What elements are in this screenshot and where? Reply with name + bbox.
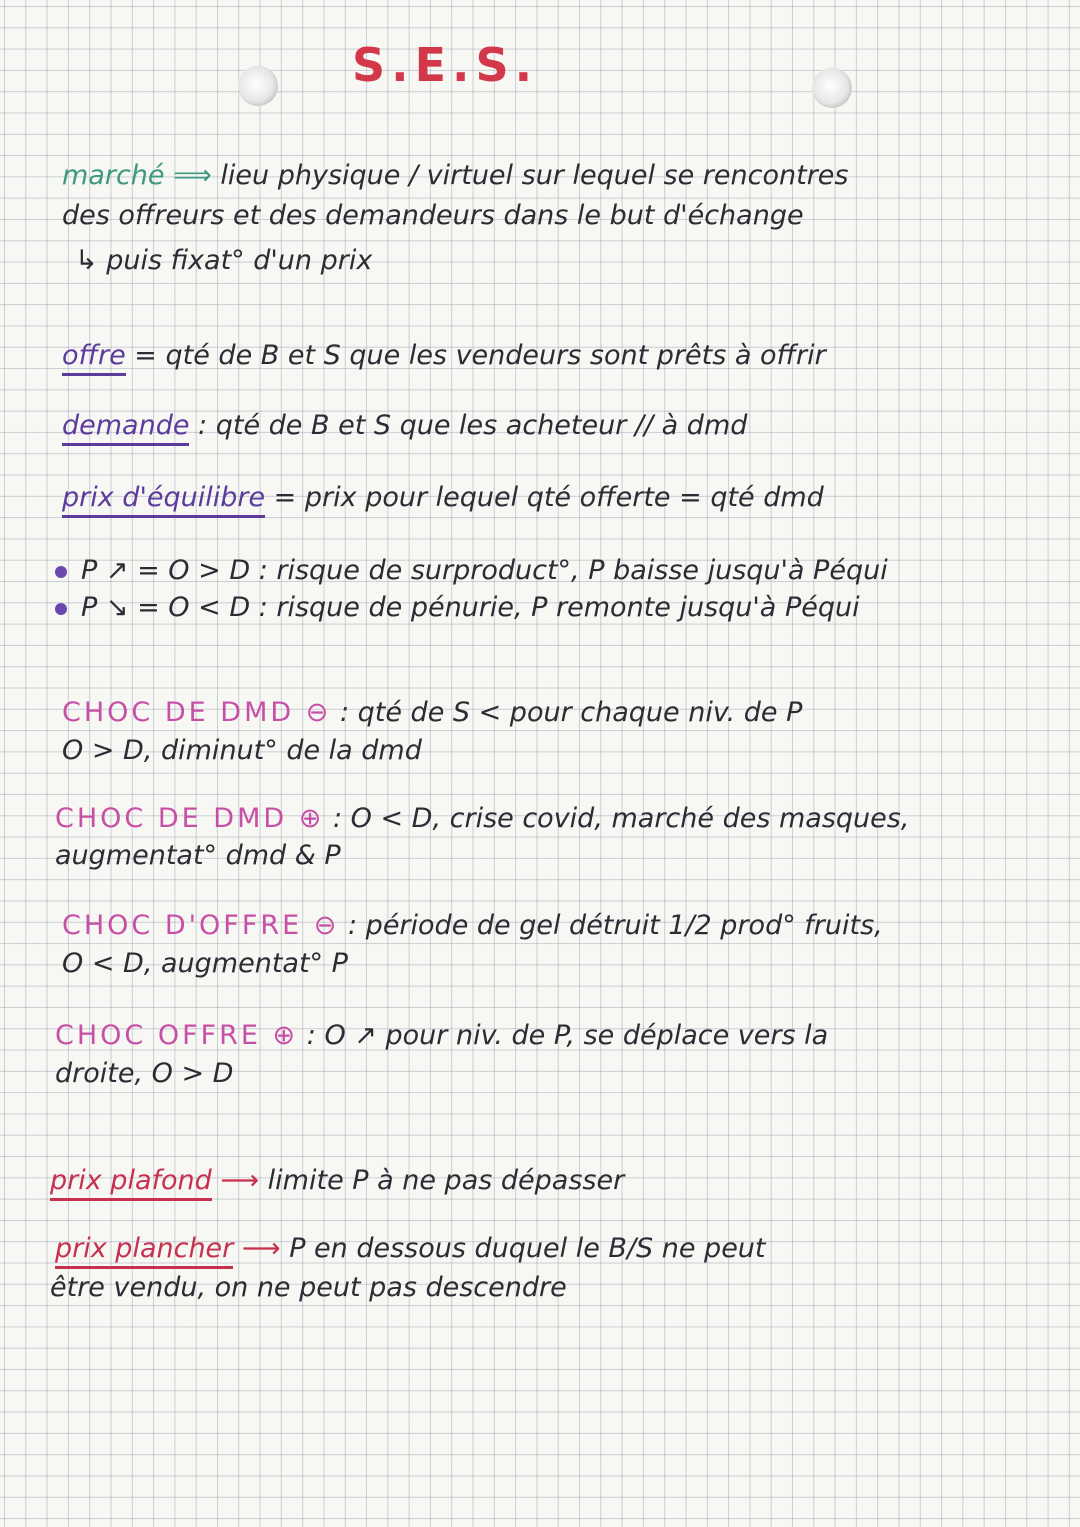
choc-demande-positif-line-2: augmentat° dmd & P <box>55 840 341 871</box>
term-prix-equilibre: prix d'équilibre <box>62 482 265 518</box>
marche-definition: lieu physique / virtuel sur lequel se rencontres <box>220 160 849 191</box>
choc-offre-positif-line-2: droite, O > D <box>55 1058 234 1089</box>
marche-line-2: des offreurs et des demandeurs dans le but d'échange <box>62 200 804 231</box>
choc-offre-negatif: CHOC D'OFFRE ⊖ : période de gel détruit 1/2 prod° fruits, <box>62 910 883 941</box>
punch-hole-left <box>238 66 278 106</box>
choc-offre-negatif-line-2: O < D, augmentat° P <box>62 948 348 979</box>
term-demande: demande <box>62 410 189 446</box>
bullet-icon <box>55 603 67 615</box>
prix-plafond: prix plafond ⟶ limite P à ne pas dépasser <box>50 1165 624 1196</box>
marche-line-3: ↳ puis fixat° d'un prix <box>75 245 373 276</box>
arrow-icon: ⟶ <box>241 1233 281 1264</box>
bullet-item: P ↗ = O > D : risque de surproduct°, P baisse jusqu'à Péqui <box>55 555 888 586</box>
choc-demande-negatif-line-2: O > D, diminut° de la dmd <box>62 735 422 766</box>
choc-demande-negatif: CHOC DE DMD ⊖ : qté de S < pour chaque niv. de P <box>62 697 803 728</box>
definition-offre: offre = qté de B et S que les vendeurs sont prêts à offrir <box>62 340 826 371</box>
term-prix-plancher: prix plancher <box>55 1233 233 1269</box>
choc-offre-positif: CHOC OFFRE ⊕ : O ↗ pour niv. de P, se déplace vers la <box>55 1020 829 1051</box>
arrow-icon: ⟹ <box>173 160 212 191</box>
prix-plancher: prix plancher ⟶ P en dessous duquel le B/S ne peut <box>55 1233 766 1264</box>
term-prix-plafond: prix plafond <box>50 1165 212 1201</box>
prix-plancher-line-2: être vendu, on ne peut pas descendre <box>50 1272 567 1303</box>
term-offre: offre <box>62 340 126 376</box>
definition-demande: demande : qté de B et S que les acheteur // à dmd <box>62 410 747 441</box>
bullet-item: P ↘ = O < D : risque de pénurie, P remonte jusqu'à Péqui <box>55 592 860 623</box>
arrow-icon: ⟶ <box>220 1165 260 1196</box>
bullet-icon <box>55 566 67 578</box>
definition-prix-equilibre: prix d'équilibre = prix pour lequel qté offerte = qté dmd <box>62 482 824 513</box>
term-marche: marché <box>62 160 165 191</box>
marche-line-1 <box>62 160 848 191</box>
page-title: S.E.S. <box>352 38 539 92</box>
choc-demande-positif: CHOC DE DMD ⊕ : O < D, crise covid, marché des masques, <box>55 803 910 834</box>
punch-hole-right <box>812 68 852 108</box>
